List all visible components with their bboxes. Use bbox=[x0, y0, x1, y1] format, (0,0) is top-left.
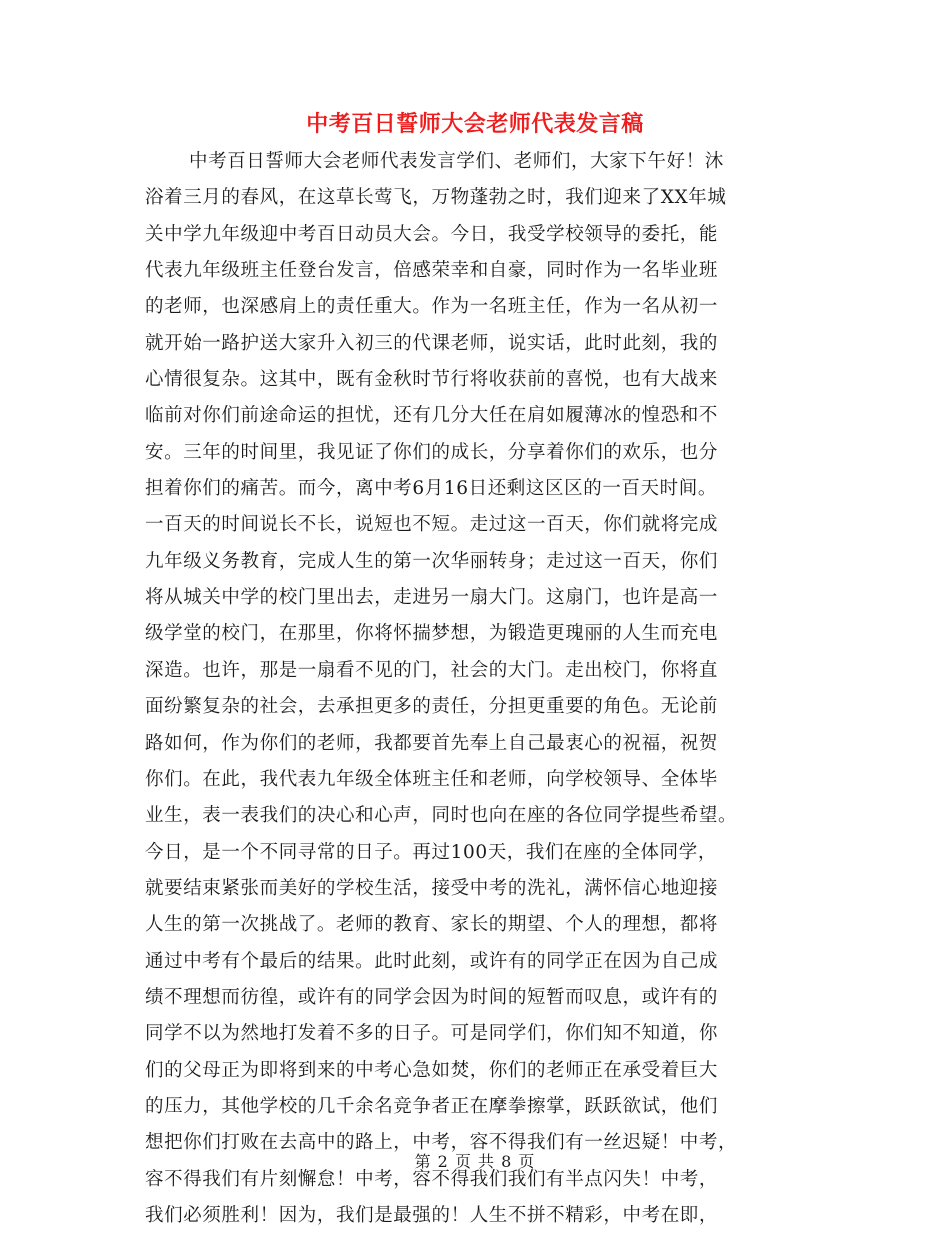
body-line: 你们。在此，我代表九年级全体班主任和老师，向学校领导、全体毕 bbox=[145, 768, 719, 790]
body-line: 容不得我们有片刻懈怠！中考，容不得我们我们有半点闪失！中考， bbox=[145, 1168, 719, 1190]
body-line: 心情很复杂。这其中，既有金秋时节行将收获前的喜悦，也有大战来 bbox=[145, 369, 719, 391]
body-line: 通过中考有个最后的结果。此时此刻，或许有的同学正在因为自己成 bbox=[145, 950, 719, 972]
body-line: 同学不以为然地打发着不多的日子。可是同学们，你们知不知道，你 bbox=[145, 1023, 719, 1045]
body-line: 路如何，作为你们的老师，我都要首先奉上自己最衷心的祝福，祝贺 bbox=[145, 732, 719, 754]
body-line: 们的父母正为即将到来的中考心急如焚，你们的老师正在承受着巨大 bbox=[145, 1059, 719, 1081]
body-line: 今日，是一个不同寻常的日子。再过100天，我们在座的全体同学， bbox=[145, 841, 717, 863]
body-line: 的老师，也深感肩上的责任重大。作为一名班主任，作为一名从初一 bbox=[145, 296, 719, 318]
body-line: 面纷繁复杂的社会，去承担更多的责任，分担更重要的角色。无论前 bbox=[145, 696, 719, 718]
body-line: 浴着三月的春风，在这草长莺飞，万物蓬勃之时，我们迎来了XX年城 bbox=[145, 187, 727, 209]
body-line: 绩不理想而彷徨，或许有的同学会因为时间的短暂而叹息，或许有的 bbox=[145, 986, 719, 1008]
body-line: 九年级义务教育，完成人生的第一次华丽转身；走过这一百天，你们 bbox=[145, 550, 719, 572]
body-line: 临前对你们前途命运的担忧，还有几分大任在肩如履薄冰的惶恐和不 bbox=[145, 405, 719, 427]
body-line: 就开始一路护送大家升入初三的代课老师，说实话，此时此刻，我的 bbox=[145, 332, 719, 354]
body-line: 我们必须胜利！因为，我们是最强的！人生不拼不精彩，中考在即， bbox=[145, 1204, 719, 1226]
body-line: 中考百日誓师大会老师代表发言学们、老师们，大家下午好！沐 bbox=[189, 151, 724, 172]
body-line: 将从城关中学的校门里出去，走进另一扇大门。这扇门，也许是高一 bbox=[145, 587, 719, 609]
page-number-footer: 第 2 页 共 8 页 bbox=[414, 1152, 536, 1171]
body-line: 关中学九年级迎中考百日动员大会。今日，我受学校领导的委托，能 bbox=[145, 223, 719, 245]
body-line: 就要结束紧张而美好的学校生活，接受中考的洗礼，满怀信心地迎接 bbox=[145, 877, 719, 899]
body-line: 业生，表一表我们的决心和心声，同时也向在座的各位同学提些希望。 bbox=[145, 805, 738, 827]
body-line: 的压力，其他学校的几千余名竞争者正在摩拳擦掌，跃跃欲试，他们 bbox=[145, 1095, 719, 1117]
body-line: 深造。也许，那是一扇看不见的门，社会的大门。走出校门，你将直 bbox=[145, 659, 719, 681]
document-title: 中考百日誓师大会老师代表发言稿 bbox=[306, 111, 644, 137]
document-body bbox=[145, 144, 810, 1234]
body-line: 级学堂的校门，在那里，你将怀揣梦想，为锻造更瑰丽的人生而充电 bbox=[145, 623, 719, 645]
body-line: 一百天的时间说长不长，说短也不短。走过这一百天，你们就将完成 bbox=[145, 514, 719, 536]
body-line: 担着你们的痛苦。而今，离中考6月16日还剩这区区的一百天时间。 bbox=[145, 478, 717, 500]
body-line: 安。三年的时间里，我见证了你们的成长，分享着你们的欢乐，也分 bbox=[145, 441, 719, 463]
body-line: 想把你们打败在去高中的路上，中考，容不得我们有一丝迟疑！中考， bbox=[145, 1132, 738, 1154]
body-line: 代表九年级班主任登台发言，倍感荣幸和自豪，同时作为一名毕业班 bbox=[145, 260, 719, 282]
body-line: 人生的第一次挑战了。老师的教育、家长的期望、个人的理想，都将 bbox=[145, 914, 719, 936]
